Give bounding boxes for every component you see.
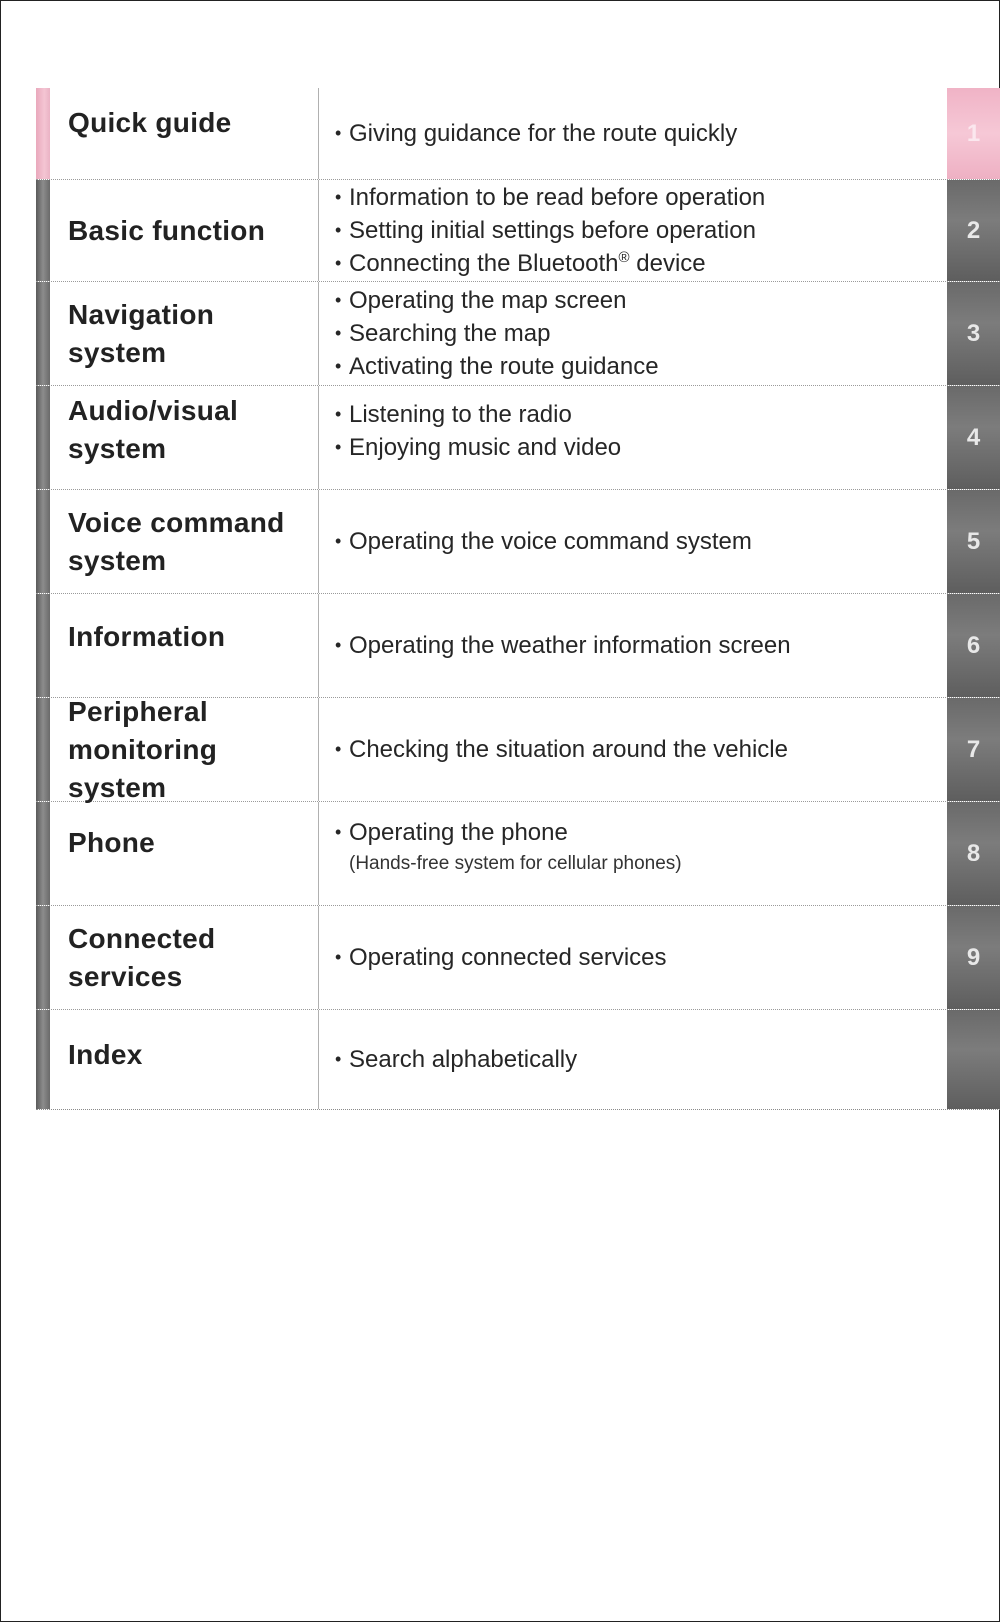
toc-row-index[interactable] (36, 1010, 1000, 1110)
section-items (319, 906, 947, 1009)
toc-row-peripheral-monitoring-system[interactable] (36, 695, 1000, 803)
section-items (319, 594, 947, 697)
section-items (319, 490, 947, 593)
section-item[interactable]: • Information to be read before operation (335, 181, 947, 214)
section-accent-bar (36, 386, 50, 489)
toc-row-voice-command-system[interactable] (36, 490, 1000, 594)
section-item[interactable]: • Activating the route guidance (335, 350, 947, 383)
section-title[interactable] (50, 180, 318, 281)
section-items (319, 386, 947, 489)
section-title-line: services (68, 960, 183, 992)
section-item[interactable]: • Operating the map screen (335, 284, 947, 317)
section-title-line: Peripheral (68, 695, 208, 727)
section-item[interactable]: • Enjoying music and video (335, 431, 947, 464)
section-title-line: Index (68, 1039, 143, 1070)
section-title-line: Connected (68, 922, 216, 954)
section-accent-bar (36, 282, 50, 385)
section-items (319, 180, 947, 281)
section-title-line: monitoring (68, 733, 218, 765)
section-item-note: (Hands-free system for cellular phones) (349, 853, 682, 874)
section-title-line: Audio/visual (68, 395, 239, 426)
section-title[interactable] (50, 594, 318, 697)
section-item[interactable]: • Operating connected services (335, 941, 947, 974)
section-item[interactable]: • Listening to the radio (335, 398, 947, 431)
section-title[interactable] (50, 1010, 318, 1109)
section-title-line: system (68, 336, 167, 368)
toc-row-connected-services[interactable] (36, 906, 1000, 1010)
section-title[interactable] (50, 695, 318, 803)
section-items (319, 802, 947, 905)
section-title-line: Voice command (68, 506, 285, 538)
section-title[interactable] (50, 490, 318, 593)
section-title-line: Navigation (68, 298, 215, 330)
chapter-tab[interactable]: 3 (947, 282, 1000, 385)
section-item[interactable] (335, 247, 947, 280)
section-accent-bar (36, 594, 50, 697)
section-title[interactable] (50, 386, 318, 489)
section-title-line: Basic function (68, 214, 266, 246)
chapter-tab[interactable]: 4 (947, 386, 1000, 489)
chapter-tab[interactable]: 1 (947, 88, 1000, 179)
section-item[interactable]: • Searching the map (335, 317, 947, 350)
section-item[interactable]: • Giving guidance for the route quickly (335, 117, 947, 150)
toc-row-basic-function[interactable] (36, 180, 1000, 282)
section-title-line: Information (68, 621, 226, 652)
section-item[interactable]: • Operating the phone (335, 816, 947, 849)
section-accent-bar (36, 698, 50, 801)
section-accent-bar (36, 802, 50, 905)
section-title-line: system (68, 544, 167, 576)
section-item[interactable]: • Setting initial settings before operation (335, 214, 947, 247)
toc-row-audio-visual-system[interactable] (36, 386, 1000, 490)
section-item[interactable]: • Operating the voice command system (335, 525, 947, 558)
section-item-text: Connecting the Bluetooth (349, 250, 619, 277)
section-items (319, 698, 947, 801)
section-title[interactable] (50, 802, 318, 905)
toc-row-phone[interactable] (36, 802, 1000, 906)
section-item-suffix: device (629, 250, 706, 277)
section-title[interactable] (50, 906, 318, 1009)
section-accent-bar (36, 88, 50, 179)
section-item[interactable]: • Operating the weather information screen (335, 629, 947, 662)
chapter-tab[interactable]: 5 (947, 490, 1000, 593)
section-items (319, 282, 947, 385)
chapter-tab[interactable] (947, 1010, 1000, 1109)
section-accent-bar (36, 1010, 50, 1109)
section-title[interactable] (50, 88, 318, 179)
section-title-line: Phone (68, 827, 156, 858)
toc-row-information[interactable] (36, 594, 1000, 698)
section-items (319, 88, 947, 179)
section-items (319, 1010, 947, 1109)
section-item[interactable]: • Checking the situation around the vehicle (335, 733, 947, 766)
chapter-tab[interactable]: 2 (947, 180, 1000, 281)
chapter-tab[interactable]: 9 (947, 906, 1000, 1009)
registered-mark: ® (618, 249, 630, 266)
chapter-tab[interactable]: 8 (947, 802, 1000, 905)
section-title-line: system (68, 771, 167, 803)
section-item[interactable]: • Search alphabetically (335, 1043, 947, 1076)
section-title-line: system (68, 433, 167, 464)
chapter-tab[interactable]: 7 (947, 698, 1000, 801)
section-accent-bar (36, 180, 50, 281)
table-of-contents (36, 88, 1000, 1110)
section-accent-bar (36, 906, 50, 1009)
toc-row-quick-guide[interactable] (36, 88, 1000, 180)
toc-row-navigation-system[interactable] (36, 282, 1000, 386)
section-title-line: Quick guide (68, 107, 232, 138)
chapter-tab[interactable]: 6 (947, 594, 1000, 697)
section-accent-bar (36, 490, 50, 593)
section-title[interactable] (50, 282, 318, 385)
